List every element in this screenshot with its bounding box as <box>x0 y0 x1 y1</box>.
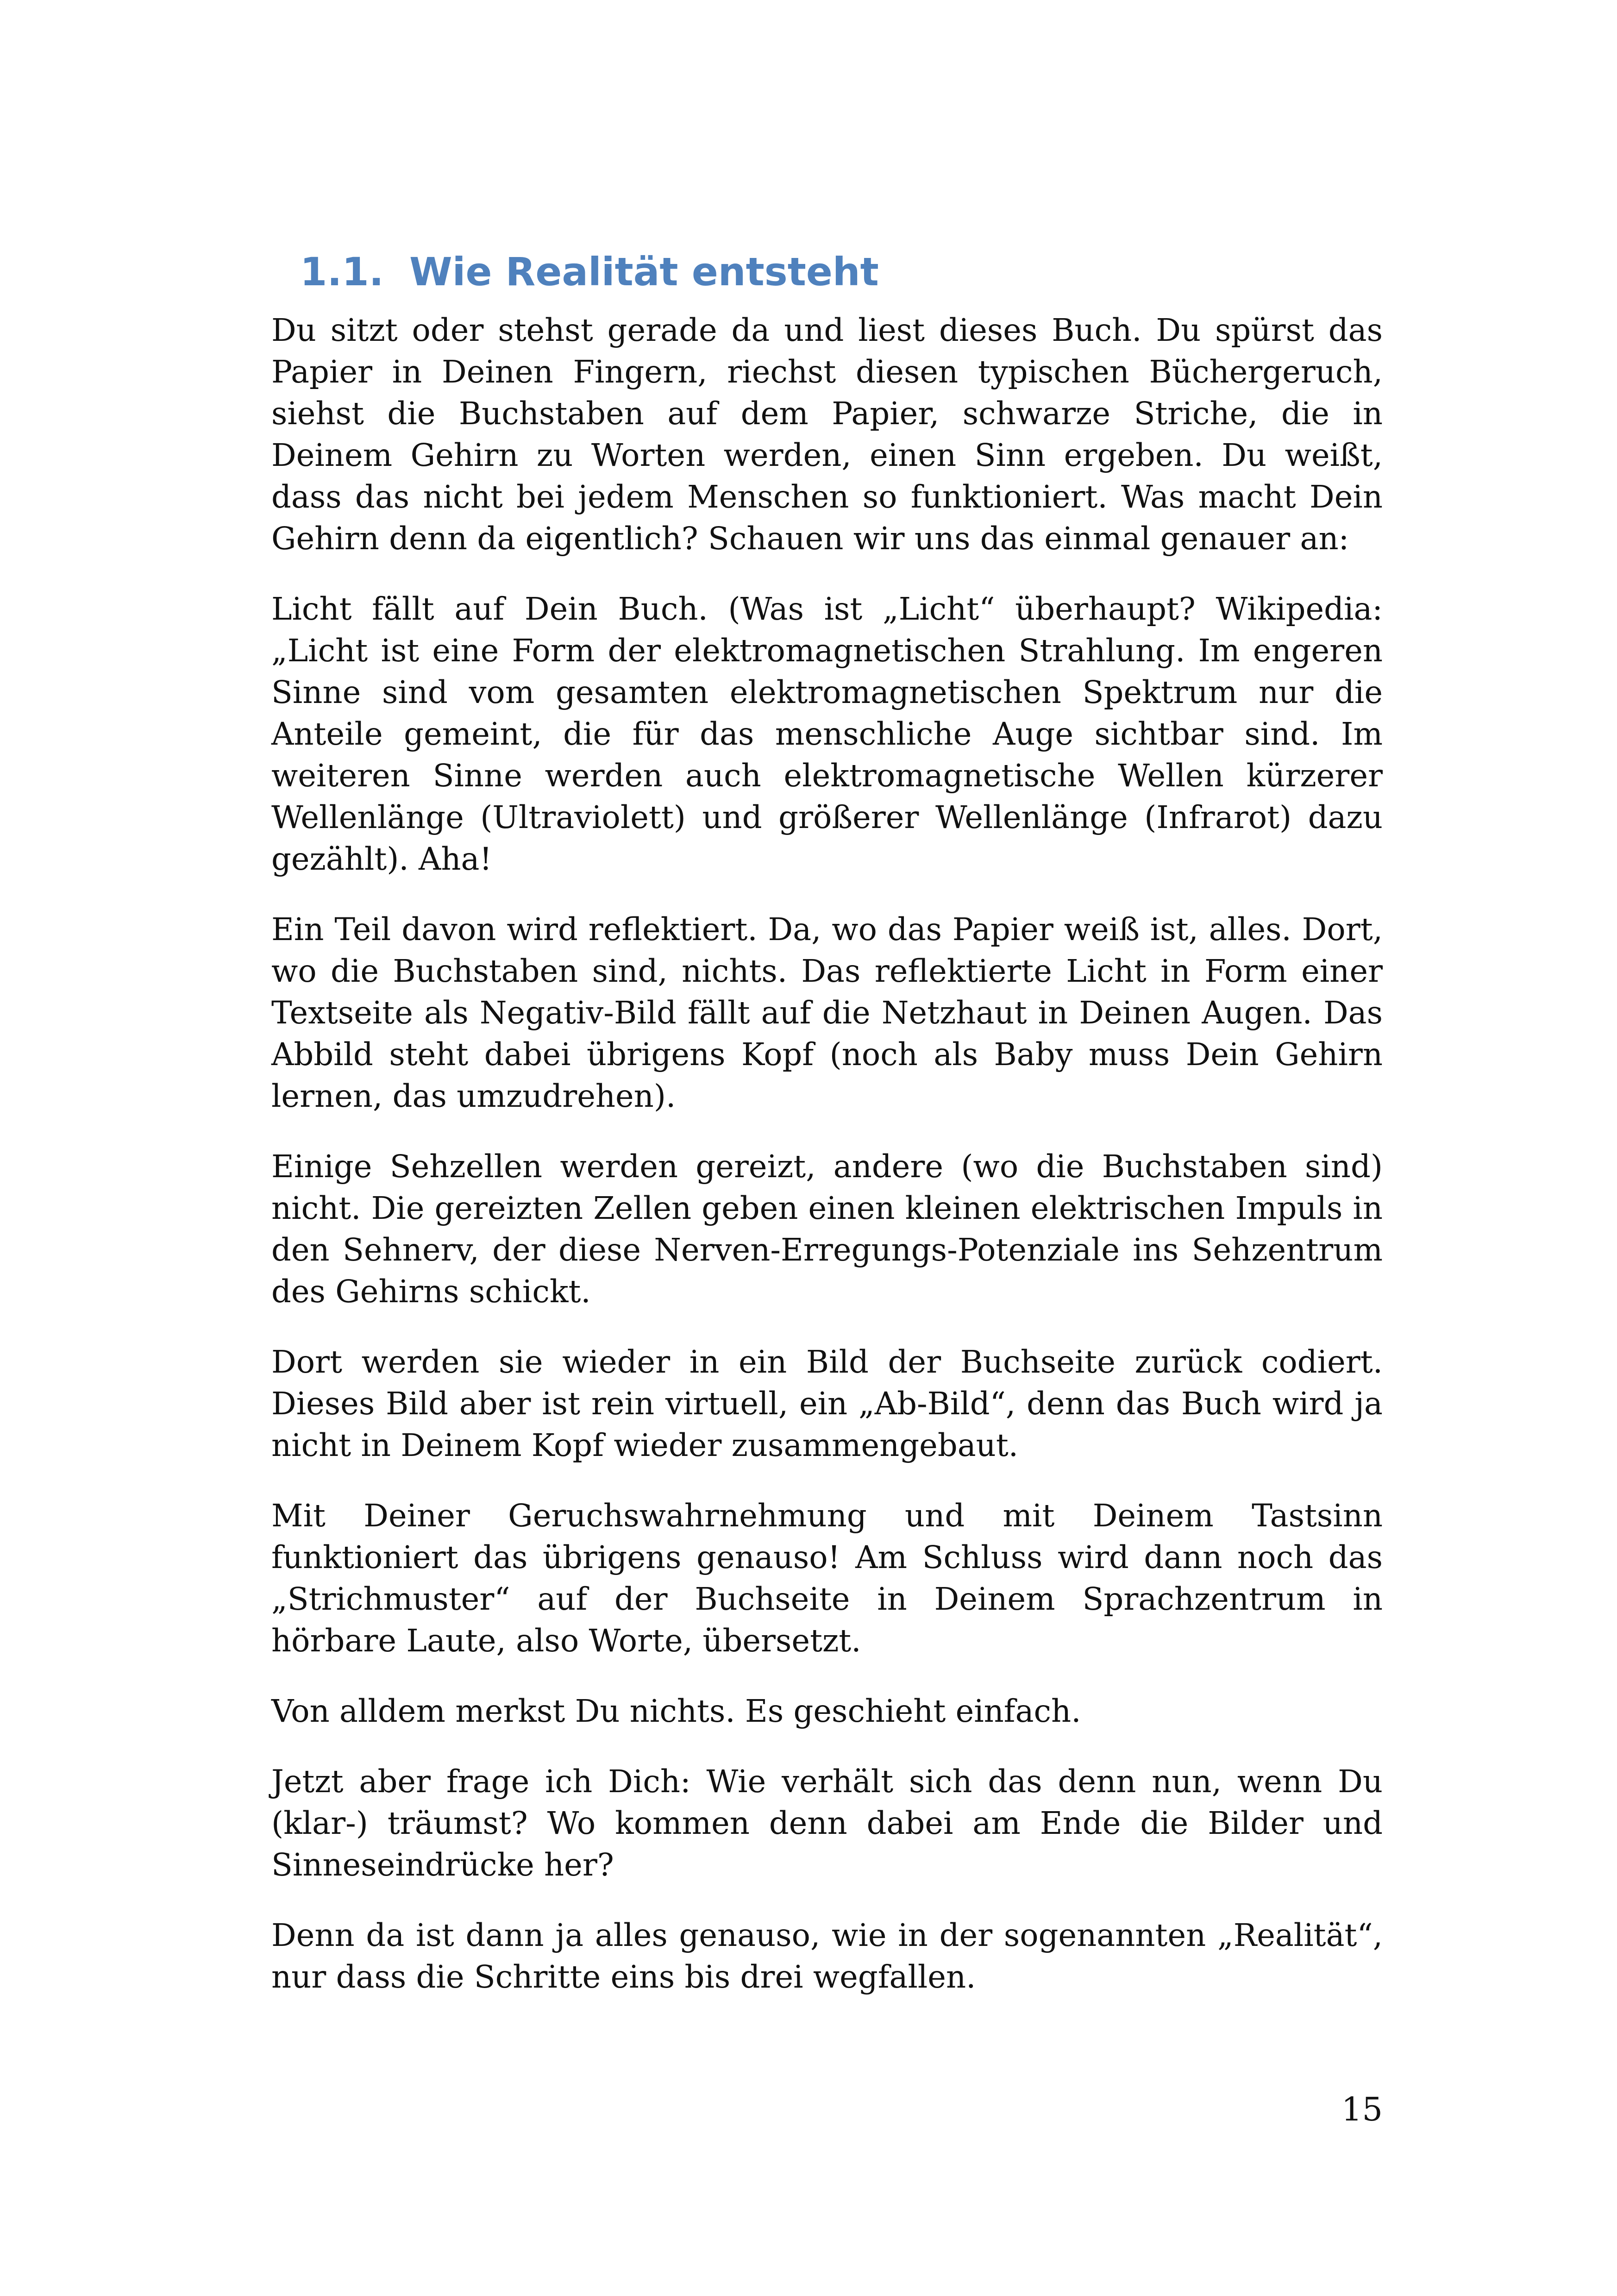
paragraph: Du sitzt oder stehst gerade da und liest dieses Buch. Du spürst das Papier in Deinen Fingern, riechst diesen typischen Büchergeruch, siehst die Buchstaben auf dem Papier, schwarze Striche, die in Deinem Gehirn zu Worten werden, einen Sinn ergeben. Du weißt, dass das nicht bei jedem Menschen so funktioniert. Was macht Dein Gehirn denn da eigentlich? Schauen wir uns das einmal genauer an: <box>271 312 1383 557</box>
paragraph: Ein Teil davon wird reflektiert. Da, wo das Papier weiß ist, alles. Dort, wo die Buchstaben sind, nichts. Das reflektierte Licht in Form einer Textseite als Negativ-Bild fällt auf die Netzhaut in Deinen Augen. Das Abbild steht dabei übrigens Kopf (noch als Baby muss Dein Gehirn lernen, das umzudrehen). <box>271 911 1383 1114</box>
section-number: 1.1. <box>300 249 384 295</box>
section-heading <box>300 249 879 295</box>
paragraph: Denn da ist dann ja alles genauso, wie in der sogenannten „Realität“, nur dass die Schritte eins bis drei wegfallen. <box>271 1917 1383 1995</box>
paragraph: Licht fällt auf Dein Buch. (Was ist „Licht“ überhaupt? Wikipedia: „Licht ist eine Form der elektromagnetischen Strahlung. Im engeren Sinne sind vom gesamten elektromagnetischen Spektrum nur die Anteile gemeint, die für das menschliche Auge sichtbar sind. Im weiteren Sinne werden auch elektromagnetische Wellen kürzerer Wellenlänge (Ultraviolett) und größerer Wellenlänge (Infrarot) dazu gezählt). Aha! <box>271 591 1383 877</box>
paragraph: Jetzt aber frage ich Dich: Wie verhält sich das denn nun, wenn Du (klar-) träumst? Wo kommen denn dabei am Ende die Bilder und Sinneseindrücke her? <box>271 1763 1383 1883</box>
section-title: Wie Realität entsteht <box>409 249 879 295</box>
page-number: 15 <box>1341 2090 1383 2128</box>
paragraph: Von alldem merkst Du nichts. Es geschieht einfach. <box>271 1693 1081 1729</box>
paragraph: Mit Deiner Geruchswahrnehmung und mit Deinem Tastsinn funktioniert das übrigens genauso! Am Schluss wird dann noch das „Strichmuster“ auf der Buchseite in Deinem Sprachzentrum in hörbare Laute, also Worte, übersetzt. <box>271 1498 1383 1659</box>
paragraph: Dort werden sie wieder in ein Bild der Buchseite zurück codiert. Dieses Bild aber ist rein virtuell, ein „Ab-Bild“, denn das Buch wird ja nicht in Deinem Kopf wieder zusammengebaut. <box>271 1344 1383 1463</box>
body-text <box>271 309 1383 2026</box>
paragraph: Einige Sehzellen werden gereizt, andere (wo die Buchstaben sind) nicht. Die gereizten Zellen geben einen kleinen elektrischen Impuls in den Sehnerv, der diese Nerven-Erregungs-Potenziale ins Sehzentrum des Gehirns schickt. <box>271 1148 1383 1310</box>
